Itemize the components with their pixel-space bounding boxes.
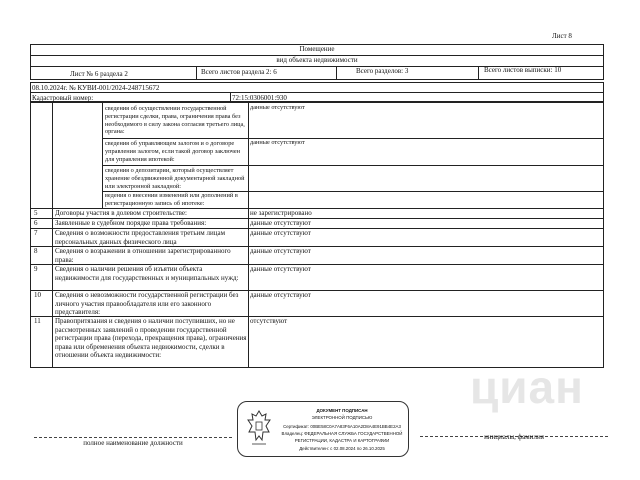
row-number: 8	[34, 247, 38, 255]
row-text: Сведения о возражении в отношении зарегистрированного права:	[55, 247, 231, 264]
reference-col-divider	[230, 92, 231, 102]
row-number: 5	[34, 209, 38, 217]
row-text: Договоры участия в долевом строительстве:	[55, 209, 187, 217]
row-text: Сведения о невозможности государственной регистрации без личного участия правообладателя или его законного представителя:	[55, 291, 239, 317]
row-number: 10	[34, 291, 41, 299]
header-col-divider	[196, 66, 197, 80]
sheet-number: Лист 8	[552, 32, 572, 40]
subrow-text: сведения о депозитарии, который осуществляет хранение обездвиженной документарной закладной или электронной закладной:	[105, 167, 245, 190]
electronic-signature-stamp	[237, 401, 409, 457]
row-value: данные отсутствуют	[250, 247, 311, 255]
header-title: Помещение	[299, 45, 335, 53]
header-col-divider	[478, 66, 479, 80]
row-number: 9	[34, 265, 38, 273]
watermark: циан	[470, 361, 584, 413]
subrow-value: данные отсутствуют	[250, 104, 305, 111]
row-text: Сведения о наличии решения об изъятии объекта недвижимости для государственных и муниципальных нужд:	[55, 265, 239, 282]
subrow-text: ведения о внесении изменений или дополнений в регистрационную запись об ипотеке:	[105, 192, 238, 207]
reference-divider	[30, 92, 604, 93]
table-value-col	[248, 102, 249, 368]
total-sheets-section: Всего листов раздела 2: 6	[201, 68, 277, 76]
row-text: Сведения о возможности предоставления третьим лицам персональных данных физического лица	[55, 229, 226, 246]
emblem-icon	[244, 408, 274, 448]
cadastral-label: Кадастровый номер:	[32, 94, 94, 102]
cadastral-value: 72:15:0306001:930	[232, 94, 287, 102]
position-line	[34, 437, 232, 438]
total-sheets-extract: Всего листов выписки: 10	[484, 66, 562, 74]
row-value: не зарегистрировано	[250, 209, 312, 217]
row-divider	[102, 165, 604, 166]
row-number: 11	[34, 317, 41, 325]
row-value: данные отсутствуют	[250, 219, 311, 227]
subrow-value: данные отсутствуют	[250, 139, 305, 146]
stamp-line-6: Действителен: с 02.08.2024 по 26.10.2025	[299, 446, 385, 451]
name-label: инициалы, фамилия	[484, 433, 544, 441]
row-value: данные отсутствуют	[250, 291, 311, 299]
stamp-line-5: РЕГИСТРАЦИИ, КАДАСТРА И КАРТОГРАФИИ	[294, 438, 390, 443]
header-col-divider	[336, 66, 337, 80]
row-number: 6	[34, 219, 38, 227]
row-number: 7	[34, 229, 38, 237]
row-value: данные отсутствуют	[250, 265, 311, 273]
stamp-line-1: ДОКУМЕНТ ПОДПИСАН	[316, 408, 368, 413]
document-reference: 08.10.2024г. № КУВИ-001/2024-248715672	[32, 84, 160, 92]
subrow-text: сведения об управляющем залогом и о договоре управления залогом, если такой договор заключен для управления ипотекой:	[105, 140, 241, 163]
stamp-line-2: ЭЛЕКТРОННОЙ ПОДПИСЬЮ	[311, 415, 373, 420]
table-num-col	[52, 102, 53, 368]
total-sections: Всего разделов: 3	[356, 67, 409, 75]
header-subtitle: вид объекта недвижимости	[276, 56, 358, 64]
subrow-text: сведения об осуществлении государственной регистрации сделки, права, ограничения права без необходимого в силу закона согласия третьего лица, органа:	[105, 105, 245, 136]
row-value: отсутствуют	[250, 317, 288, 325]
table-sub-col	[102, 102, 103, 208]
row-text: Заявленные в судебном порядке права требования:	[55, 219, 207, 227]
position-label: полное наименование должности	[83, 439, 183, 447]
stamp-line-3: Сертификат: 00BE58C0A7A83F6A10A2D8A4E91BB4E2A3	[283, 424, 401, 429]
row-value: данные отсутствуют	[250, 229, 311, 237]
section-sheet: Лист № 6 раздела 2	[70, 70, 128, 78]
row-text: Правопритязания и сведения о наличии поступивших, но не рассмотренных заявлений о проведении государственной регистрации права (перехода, прекращения права), ограничения права или обременения объекта недвижимости, сделки в отношении объекта недвижимости:	[55, 317, 247, 360]
stamp-line-4: Владелец: ФЕДЕРАЛЬНАЯ СЛУЖБА ГОСУДАРСТВЕННОЙ	[281, 431, 403, 436]
